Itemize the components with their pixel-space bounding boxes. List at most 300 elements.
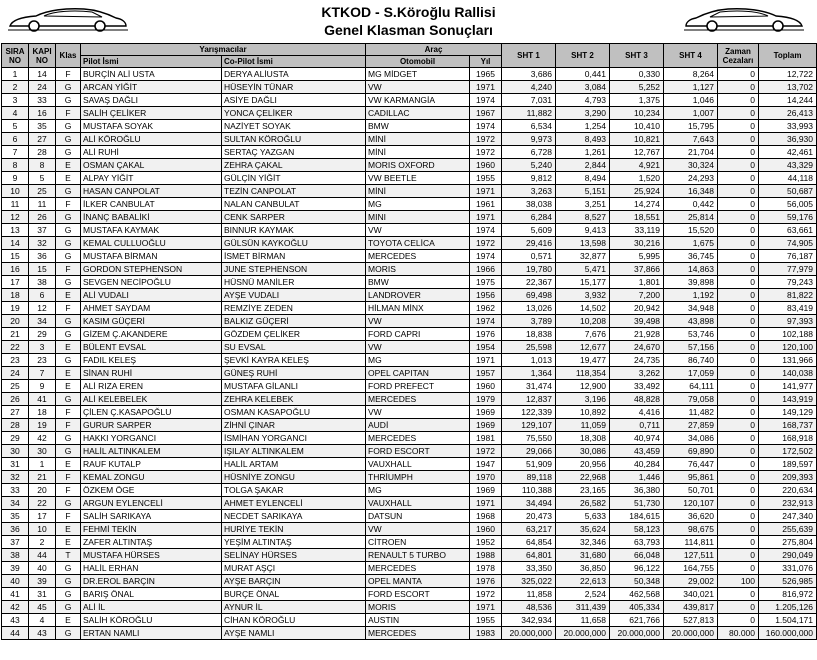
cell-pilot: ALİ KÖROĞLU [81, 133, 222, 146]
cell-penalty: 0 [718, 224, 759, 237]
cell-year: 1974 [470, 94, 502, 107]
cell-sht4: 16,348 [664, 185, 718, 198]
cell-total: 56,005 [759, 198, 817, 211]
cell-penalty: 0 [718, 432, 759, 445]
cell-penalty: 0 [718, 315, 759, 328]
table-row [2, 263, 817, 276]
cell-copilot: AYNUR İL [222, 601, 366, 614]
cell-copilot: İSMİHAN YORGANCI [222, 432, 366, 445]
cell-sht4: 14,863 [664, 263, 718, 276]
cell-sira: 5 [2, 120, 29, 133]
cell-year: 1971 [470, 354, 502, 367]
cell-klas: E [56, 614, 81, 627]
cell-copilot: HÜSEYİN TÜNAR [222, 81, 366, 94]
cell-klas: G [56, 185, 81, 198]
cell-total: 59,176 [759, 211, 817, 224]
cell-total: 331,076 [759, 562, 817, 575]
cell-sht4: 24,293 [664, 172, 718, 185]
cell-total: 160.000,000 [759, 627, 817, 640]
cell-copilot: ASİYE DAĞLI [222, 94, 366, 107]
cell-car: OPEL CAPITAN [366, 367, 470, 380]
cell-sht4: 76,447 [664, 458, 718, 471]
cell-sht3: 25,924 [610, 185, 664, 198]
cell-year: 1981 [470, 432, 502, 445]
cell-kapi: 4 [29, 614, 56, 627]
cell-sht1: 3,686 [502, 68, 556, 81]
col-header-pilot: Pilot İsmi [81, 56, 222, 68]
cell-sht3: 20.000,000 [610, 627, 664, 640]
cell-penalty: 0 [718, 68, 759, 81]
cell-year: 1976 [470, 575, 502, 588]
cell-total: 1.504,171 [759, 614, 817, 627]
cell-total: 209,393 [759, 471, 817, 484]
cell-car: FORD ESCORT [366, 588, 470, 601]
cell-sht3: 50,348 [610, 575, 664, 588]
cell-penalty: 0 [718, 497, 759, 510]
cell-sht1: 1,013 [502, 354, 556, 367]
cell-sht3: 5,995 [610, 250, 664, 263]
cell-sht2: 1,254 [556, 120, 610, 133]
table-row [2, 510, 817, 523]
cell-penalty: 0 [718, 237, 759, 250]
table-row [2, 419, 817, 432]
cell-klas: G [56, 562, 81, 575]
cell-sht3: 66,048 [610, 549, 664, 562]
cell-car: CADILLAC [366, 107, 470, 120]
cell-sira: 34 [2, 497, 29, 510]
cell-klas: F [56, 302, 81, 315]
cell-sht2: 3,251 [556, 198, 610, 211]
cell-total: 189,597 [759, 458, 817, 471]
cell-car: MORIS [366, 263, 470, 276]
cell-sht1: 48,536 [502, 601, 556, 614]
cell-sira: 18 [2, 289, 29, 302]
cell-penalty: 80.000 [718, 627, 759, 640]
table-row [2, 393, 817, 406]
cell-car: VW [366, 81, 470, 94]
cell-sht1: 9,973 [502, 133, 556, 146]
cell-kapi: 37 [29, 224, 56, 237]
cell-sira: 2 [2, 81, 29, 94]
cell-sht3: 63,793 [610, 536, 664, 549]
cell-total: 50,687 [759, 185, 817, 198]
cell-sht4: 36,620 [664, 510, 718, 523]
table-row [2, 302, 817, 315]
cell-klas: G [56, 315, 81, 328]
cell-car: LANDROVER [366, 289, 470, 302]
cell-sht2: 311,439 [556, 601, 610, 614]
col-header-sira: SIRA NO [2, 44, 29, 68]
cell-klas: E [56, 341, 81, 354]
table-row [2, 367, 817, 380]
cell-car: RENAULT 5 TURBO [366, 549, 470, 562]
cell-sht4: 57,156 [664, 341, 718, 354]
cell-klas: E [56, 159, 81, 172]
cell-kapi: 24 [29, 81, 56, 94]
table-row [2, 380, 817, 393]
cell-copilot: SULTAN KÖROĞLU [222, 133, 366, 146]
cell-klas: E [56, 289, 81, 302]
cell-sht3: 30,216 [610, 237, 664, 250]
cell-copilot: BINNUR KAYMAK [222, 224, 366, 237]
cell-kapi: 35 [29, 120, 56, 133]
col-header-sht4: SHT 4 [664, 44, 718, 68]
cell-copilot: GÜLÇİN YİĞİT [222, 172, 366, 185]
cell-sht4: 34,948 [664, 302, 718, 315]
cell-copilot: İSMET BİRMAN [222, 250, 366, 263]
cell-copilot: CENK SARPER [222, 211, 366, 224]
cell-klas: G [56, 94, 81, 107]
cell-sht1: 0,571 [502, 250, 556, 263]
cell-kapi: 42 [29, 432, 56, 445]
cell-total: 143,919 [759, 393, 817, 406]
cell-sht3: 184,615 [610, 510, 664, 523]
cell-sht3: 3,262 [610, 367, 664, 380]
cell-sira: 30 [2, 445, 29, 458]
table-row [2, 523, 817, 536]
table-row [2, 159, 817, 172]
table-row [2, 627, 817, 640]
cell-year: 1976 [470, 328, 502, 341]
cell-car: BMW [366, 276, 470, 289]
cell-sht1: 110,388 [502, 484, 556, 497]
cell-sht1: 51,909 [502, 458, 556, 471]
cell-kapi: 15 [29, 263, 56, 276]
cell-sht2: 11,059 [556, 419, 610, 432]
cell-car: VW [366, 406, 470, 419]
cell-penalty: 0 [718, 120, 759, 133]
cell-car: VW [366, 341, 470, 354]
cell-sht2: 23,165 [556, 484, 610, 497]
cell-copilot: HÜSNÜ MANİLER [222, 276, 366, 289]
cell-sht1: 22,367 [502, 276, 556, 289]
cell-year: 1961 [470, 198, 502, 211]
cell-sht3: 39,498 [610, 315, 664, 328]
cell-pilot: FEHMİ TEKİN [81, 523, 222, 536]
cell-copilot: SELİNAY HÜRSES [222, 549, 366, 562]
cell-kapi: 38 [29, 276, 56, 289]
cell-sht4: 15,795 [664, 120, 718, 133]
cell-pilot: GURUR SARPER [81, 419, 222, 432]
cell-sht2: 1,261 [556, 146, 610, 159]
report-header [0, 0, 817, 43]
cell-penalty: 0 [718, 380, 759, 393]
cell-sht3: 48,828 [610, 393, 664, 406]
col-header-sht3: SHT 3 [610, 44, 664, 68]
cell-pilot: ALİ RIZA EREN [81, 380, 222, 393]
cell-klas: E [56, 367, 81, 380]
cell-year: 1969 [470, 484, 502, 497]
cell-year: 1974 [470, 250, 502, 263]
cell-kapi: 17 [29, 510, 56, 523]
cell-sht3: 24,670 [610, 341, 664, 354]
cell-sht1: 31,474 [502, 380, 556, 393]
cell-copilot: NALAN CANBULAT [222, 198, 366, 211]
cell-kapi: 22 [29, 497, 56, 510]
cell-copilot: TEZİN CANPOLAT [222, 185, 366, 198]
cell-kapi: 1 [29, 458, 56, 471]
col-header-arac: Araç [366, 44, 502, 56]
cell-car: TOYOTA CELİCA [366, 237, 470, 250]
cell-kapi: 21 [29, 471, 56, 484]
cell-total: 77,979 [759, 263, 817, 276]
cell-sht2: 118,354 [556, 367, 610, 380]
cell-sht3: 1,375 [610, 94, 664, 107]
cell-copilot: BURÇE ÖNAL [222, 588, 366, 601]
table-row [2, 276, 817, 289]
cell-total: 74,905 [759, 237, 817, 250]
cell-sira: 38 [2, 549, 29, 562]
cell-car: MERCEDES [366, 432, 470, 445]
cell-klas: F [56, 419, 81, 432]
cell-total: 14,244 [759, 94, 817, 107]
cell-penalty: 0 [718, 419, 759, 432]
cell-sira: 36 [2, 523, 29, 536]
cell-sht2: 35,624 [556, 523, 610, 536]
cell-car: MG [366, 198, 470, 211]
cell-sht3: 0,711 [610, 419, 664, 432]
cell-sht2: 32,877 [556, 250, 610, 263]
cell-pilot: ZAFER ALTINTAŞ [81, 536, 222, 549]
cell-penalty: 0 [718, 250, 759, 263]
table-row [2, 432, 817, 445]
cell-year: 1972 [470, 445, 502, 458]
cell-sht2: 3,932 [556, 289, 610, 302]
table-row [2, 562, 817, 575]
cell-car: HİLMAN MİNX [366, 302, 470, 315]
cell-sht4: 27,859 [664, 419, 718, 432]
cell-klas: G [56, 250, 81, 263]
col-header-yil: Yıl [470, 56, 502, 68]
cell-kapi: 32 [29, 237, 56, 250]
cell-copilot: SU EVSAL [222, 341, 366, 354]
cell-copilot: BALKIZ GÜÇERİ [222, 315, 366, 328]
cell-sht2: 13,598 [556, 237, 610, 250]
cell-pilot: BURÇİN ALİ USTA [81, 68, 222, 81]
cell-penalty: 0 [718, 588, 759, 601]
cell-sht2: 8,494 [556, 172, 610, 185]
cell-sht3: 10,821 [610, 133, 664, 146]
cell-pilot: KASIM GÜÇERİ [81, 315, 222, 328]
cell-klas: E [56, 536, 81, 549]
cell-year: 1969 [470, 406, 502, 419]
cell-sht2: 4,793 [556, 94, 610, 107]
cell-pilot: HALİL ERHAN [81, 562, 222, 575]
cell-sht4: 0,442 [664, 198, 718, 211]
cell-total: 131,966 [759, 354, 817, 367]
table-row [2, 81, 817, 94]
table-row [2, 471, 817, 484]
cell-car: MORIS [366, 601, 470, 614]
cell-year: 1965 [470, 68, 502, 81]
cell-sht2: 2,844 [556, 159, 610, 172]
cell-year: 1960 [470, 380, 502, 393]
cell-sira: 40 [2, 575, 29, 588]
cell-sht4: 86,740 [664, 354, 718, 367]
cell-sira: 3 [2, 94, 29, 107]
cell-kapi: 3 [29, 341, 56, 354]
cell-sira: 22 [2, 341, 29, 354]
cell-car: BMW [366, 120, 470, 133]
cell-klas: G [56, 133, 81, 146]
cell-year: 1975 [470, 276, 502, 289]
cell-sht3: 405,334 [610, 601, 664, 614]
cell-sht1: 6,534 [502, 120, 556, 133]
cell-car: MİNİ [366, 185, 470, 198]
cell-sht2: 12,900 [556, 380, 610, 393]
cell-klas: T [56, 549, 81, 562]
cell-klas: F [56, 107, 81, 120]
cell-total: 220,634 [759, 484, 817, 497]
cell-kapi: 23 [29, 354, 56, 367]
table-row [2, 406, 817, 419]
cell-kapi: 30 [29, 445, 56, 458]
col-header-kapi: KAPI NO [29, 44, 56, 68]
cell-sht4: 79,058 [664, 393, 718, 406]
cell-klas: G [56, 445, 81, 458]
cell-klas: F [56, 406, 81, 419]
cell-sht4: 17,059 [664, 367, 718, 380]
cell-pilot: HALİL ALTINKALEM [81, 445, 222, 458]
table-row [2, 484, 817, 497]
cell-klas: F [56, 68, 81, 81]
cell-klas: G [56, 432, 81, 445]
cell-copilot: CİHAN KÖROĞLU [222, 614, 366, 627]
cell-copilot: GÜLSÜN KAYKOĞLU [222, 237, 366, 250]
cell-sht1: 342,934 [502, 614, 556, 627]
table-row [2, 549, 817, 562]
table-row [2, 94, 817, 107]
cell-car: THRİUMPH [366, 471, 470, 484]
cell-copilot: HALİL ARTAM [222, 458, 366, 471]
cell-year: 1971 [470, 185, 502, 198]
cell-pilot: ALİ KELEBELEK [81, 393, 222, 406]
cell-total: 43,329 [759, 159, 817, 172]
cell-pilot: FADIL KELEŞ [81, 354, 222, 367]
cell-car: MERCEDES [366, 562, 470, 575]
table-row [2, 133, 817, 146]
cell-penalty: 0 [718, 458, 759, 471]
cell-sht1: 7,031 [502, 94, 556, 107]
cell-pilot: KEMAL ZONGU [81, 471, 222, 484]
cell-penalty: 0 [718, 289, 759, 302]
cell-kapi: 29 [29, 328, 56, 341]
cell-total: 79,243 [759, 276, 817, 289]
cell-car: CİTROEN [366, 536, 470, 549]
cell-sht4: 1,127 [664, 81, 718, 94]
cell-car: MİNİ [366, 146, 470, 159]
cell-total: 33,993 [759, 120, 817, 133]
cell-year: 1978 [470, 562, 502, 575]
cell-copilot: YEŞİM ALTINTAŞ [222, 536, 366, 549]
cell-penalty: 0 [718, 562, 759, 575]
cell-sht2: 11,658 [556, 614, 610, 627]
cell-sht3: 462,568 [610, 588, 664, 601]
cell-pilot: ALİ RUHİ [81, 146, 222, 159]
cell-sht3: 10,234 [610, 107, 664, 120]
cell-sht1: 12,837 [502, 393, 556, 406]
cell-sht1: 20,473 [502, 510, 556, 523]
col-header-copilot: Co-Pilot İsmi [222, 56, 366, 68]
cell-penalty: 0 [718, 445, 759, 458]
cell-car: MERCEDES [366, 627, 470, 640]
cell-penalty: 0 [718, 471, 759, 484]
cell-kapi: 26 [29, 211, 56, 224]
cell-sht2: 18,308 [556, 432, 610, 445]
cell-sht3: 21,928 [610, 328, 664, 341]
cell-sht1: 3,789 [502, 315, 556, 328]
cell-pilot: İLKER CANBULAT [81, 198, 222, 211]
cell-sht3: 7,200 [610, 289, 664, 302]
cell-kapi: 18 [29, 406, 56, 419]
cell-total: 290,049 [759, 549, 817, 562]
cell-car: OPEL MANTA [366, 575, 470, 588]
cell-total: 26,413 [759, 107, 817, 120]
cell-car: MG [366, 484, 470, 497]
cell-year: 1947 [470, 458, 502, 471]
cell-sht4: 39,898 [664, 276, 718, 289]
cell-sht1: 325,022 [502, 575, 556, 588]
cell-sht4: 1,675 [664, 237, 718, 250]
cell-penalty: 0 [718, 81, 759, 94]
cell-car: DATSUN [366, 510, 470, 523]
cell-klas: G [56, 237, 81, 250]
col-header-toplam: Toplam [759, 44, 817, 68]
cell-klas: G [56, 328, 81, 341]
cell-sira: 43 [2, 614, 29, 627]
cell-total: 76,187 [759, 250, 817, 263]
table-row [2, 497, 817, 510]
cell-sira: 44 [2, 627, 29, 640]
cell-sht3: 12,767 [610, 146, 664, 159]
cell-total: 232,913 [759, 497, 817, 510]
cell-sht4: 50,701 [664, 484, 718, 497]
col-header-otomobil: Otomobil [366, 56, 470, 68]
cell-sht2: 8,527 [556, 211, 610, 224]
table-row [2, 601, 817, 614]
cell-sht4: 127,511 [664, 549, 718, 562]
cell-copilot: AYŞE VUDALI [222, 289, 366, 302]
cell-sht1: 11,882 [502, 107, 556, 120]
cell-sht1: 4,240 [502, 81, 556, 94]
cell-pilot: AHMET SAYDAM [81, 302, 222, 315]
cell-sht1: 5,609 [502, 224, 556, 237]
cell-sira: 28 [2, 419, 29, 432]
cell-total: 275,804 [759, 536, 817, 549]
cell-year: 1972 [470, 237, 502, 250]
cell-kapi: 31 [29, 588, 56, 601]
cell-copilot: MUSTAFA GİLANLI [222, 380, 366, 393]
cell-sht1: 6,728 [502, 146, 556, 159]
cell-copilot: ZİHNİ ÇINAR [222, 419, 366, 432]
cell-copilot: MURAT AŞÇI [222, 562, 366, 575]
cell-sht3: 43,459 [610, 445, 664, 458]
cell-sht3: 1,520 [610, 172, 664, 185]
cell-sht3: 5,252 [610, 81, 664, 94]
cell-total: 141,977 [759, 380, 817, 393]
cell-kapi: 2 [29, 536, 56, 549]
cell-year: 1972 [470, 133, 502, 146]
cell-sira: 23 [2, 354, 29, 367]
cell-copilot: OSMAN KASAPOĞLU [222, 406, 366, 419]
cell-sht2: 0,441 [556, 68, 610, 81]
cell-sht4: 36,745 [664, 250, 718, 263]
cell-total: 140,038 [759, 367, 817, 380]
cell-kapi: 45 [29, 601, 56, 614]
cell-sht4: 53,746 [664, 328, 718, 341]
cell-sht2: 20.000,000 [556, 627, 610, 640]
cell-sira: 42 [2, 601, 29, 614]
